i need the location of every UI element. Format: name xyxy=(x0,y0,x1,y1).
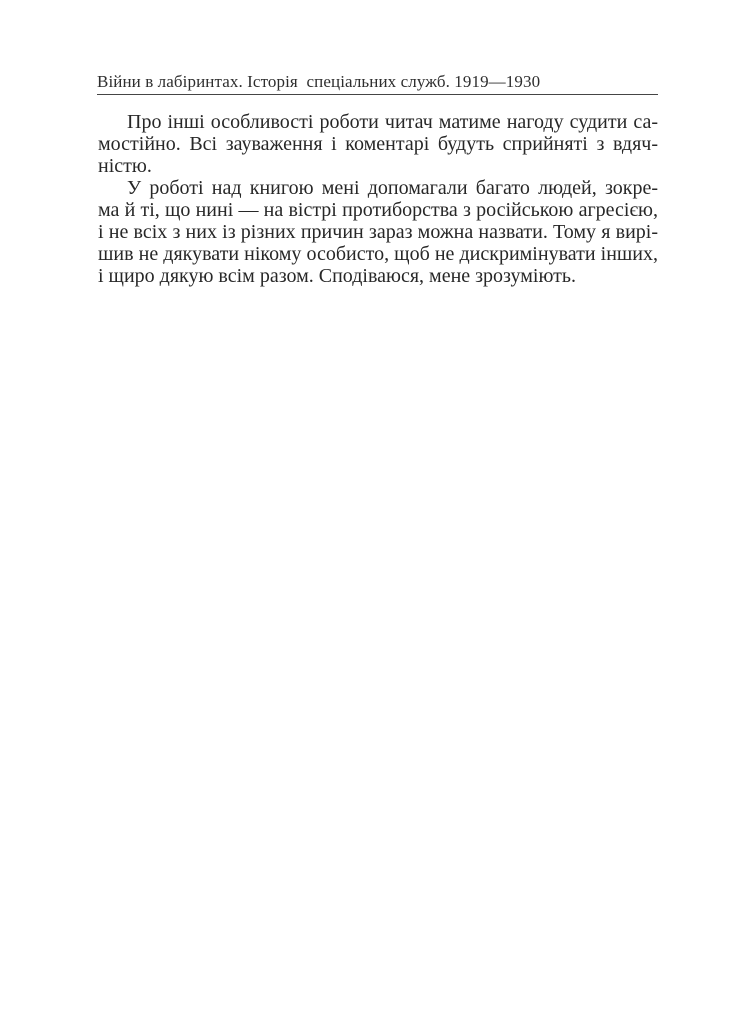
text-line: ма й ті, що нині — на вістрі протиборства з російською агресією, xyxy=(98,199,658,221)
text-line: шив не дякувати нікому особисто, щоб не дискримінувати інших, xyxy=(98,243,658,265)
body-text xyxy=(98,111,658,287)
paragraph-2 xyxy=(98,177,658,287)
paragraph-1 xyxy=(98,111,658,177)
text-line: і щиро дякую всім разом. Сподіваюся, мене зрозуміють. xyxy=(98,265,577,287)
text-line: ністю. xyxy=(98,155,152,177)
text-line: Про інші особливості роботи читач матиме нагоду судити са- xyxy=(127,111,658,133)
page-header xyxy=(97,73,658,103)
header-rule xyxy=(97,94,658,95)
running-head-title: Війни в лабіринтах. Історія спеціальних служб. 1919—1930 xyxy=(97,72,541,91)
text-line: У роботі над книгою мені допомагали багато людей, зокре- xyxy=(127,177,658,199)
text-line: мостійно. Всі зауваження і коментарі будуть сприйняті з вдяч- xyxy=(98,133,658,155)
text-line: і не всіх з них із різних причин зараз можна назвати. Тому я вирі- xyxy=(98,221,658,243)
